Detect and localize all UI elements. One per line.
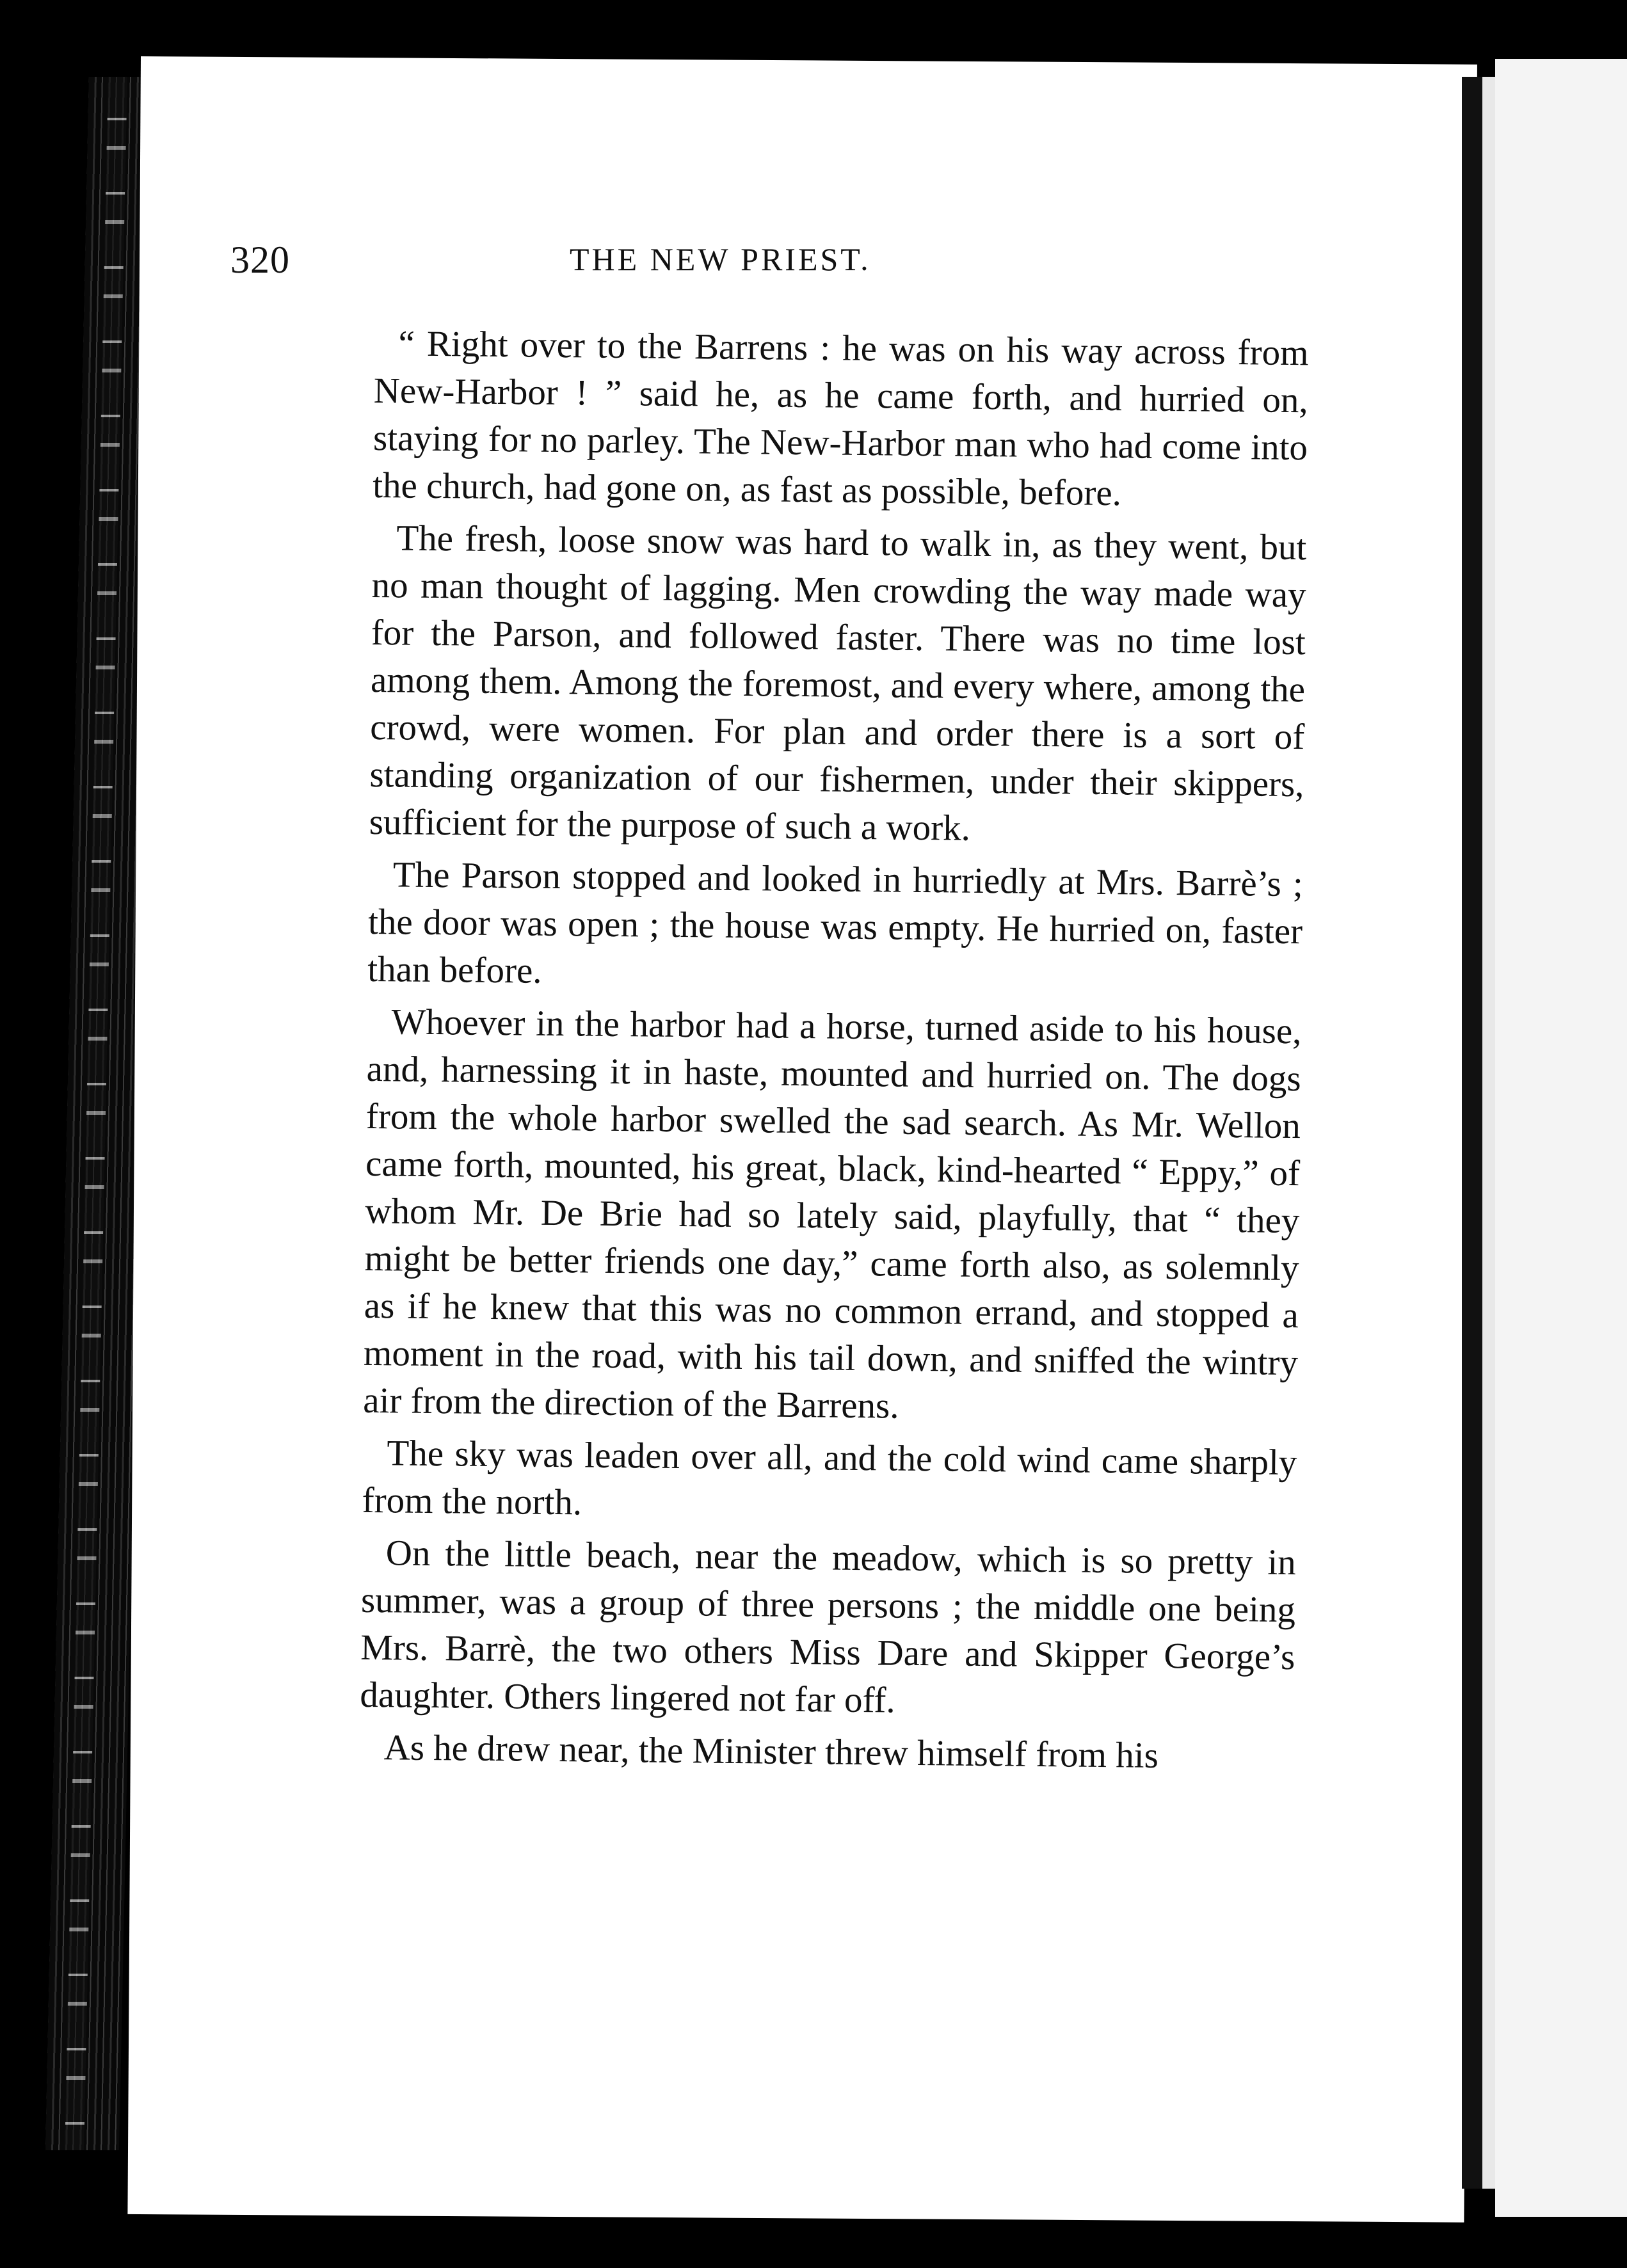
running-title: THE NEW PRIEST. — [570, 241, 871, 277]
page-header — [230, 238, 1030, 283]
paragraph: Whoever in the harbor had a horse, turned aside to his house, and, harnessing it in haste, mounted and hurried on. The dogs from the whole harbor swelled the sad search. As Mr. Wellon came forth, mounted, his great, black, kind-hearted “ Eppy,” of whom Mr. De Brie had so lately said, playfully, that “ they might be better friends one day,” came forth also, as solemnly as if he knew that this was no common errand, and stopped a moment in the road, with his tail down, and sniffed the wintry air from the direction of the Barrens. — [362, 1002, 1302, 1426]
page-number: 320 — [230, 239, 290, 281]
paragraph: The fresh, loose snow was hard to walk in, as they went, but no man thought of lagging. Men crowding the way made way for the Parson, and followed faster. There was no time lost among them. Among the foremost, and every where, among the crowd, were women. For plan and order there is a sort of standing organization of our fishermen, under their skippers, sufficient for the purpose of such a work. — [369, 518, 1307, 849]
paragraph: As he drew near, the Minister threw himself from his — [383, 1727, 1159, 1776]
paragraph: On the little beach, near the meadow, which is so pretty in summer, was a group of three persons ; the middle one being Mrs. Barrè, the two others Miss Dare and Skipper George’s daughter. Others lingered not far off. — [360, 1533, 1297, 1721]
body-text — [359, 320, 1309, 1786]
facing-page-edge — [1495, 59, 1627, 2217]
page-gutter-shadow — [1457, 77, 1495, 2189]
paragraph: The sky was leaden over all, and the cold wind came sharply from the north. — [362, 1433, 1297, 1523]
paragraph: The Parson stopped and looked in hurriedly at Mrs. Barrè’s ; the door was open ; the house was empty. He hurried on, faster than before. — [367, 854, 1304, 991]
paragraph: “ Right over to the Barrens : he was on his way across from New-Harbor ! ” said he, as he came forth, and hurried on, staying for no parley. The New-Harbor man who had come into the church, had gone on, as fast as possible, before. — [372, 323, 1309, 514]
